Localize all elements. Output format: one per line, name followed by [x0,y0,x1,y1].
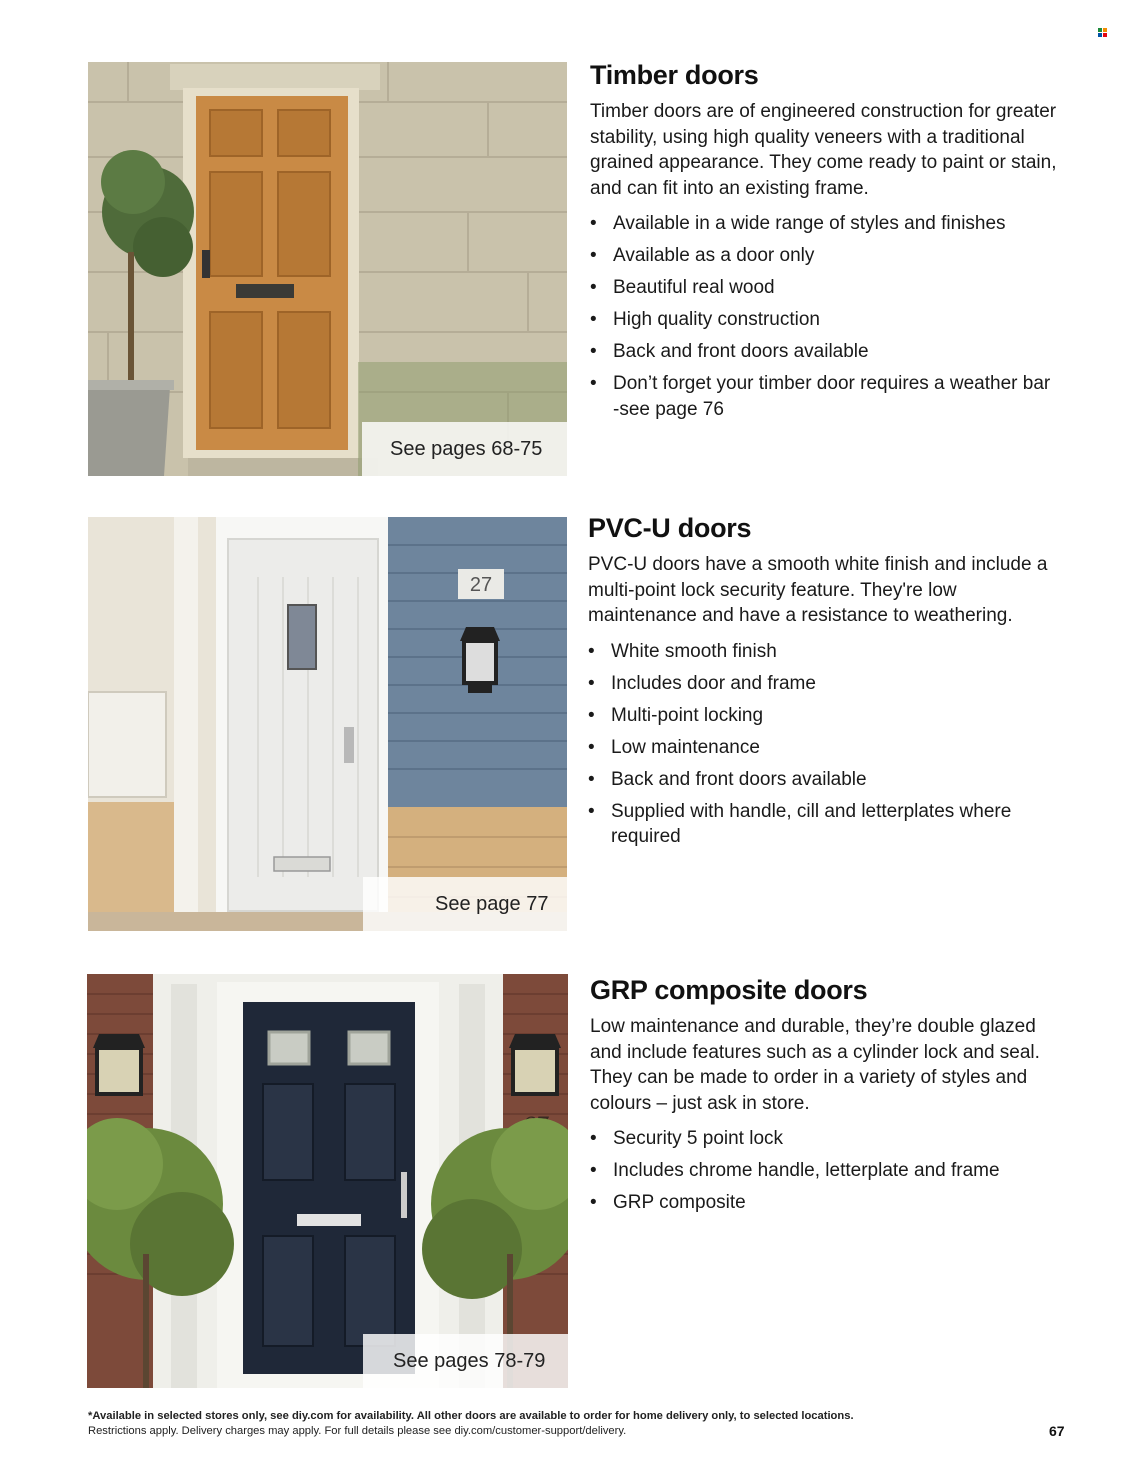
list-item: • Don’t forget your timber door requires a weather bar -see page 76 [590,371,1060,422]
list-item: • High quality construction [590,307,1060,333]
feature-list [590,211,1060,422]
feature-list [588,639,1058,850]
list-item: • Available as a door only [590,243,1060,269]
footnote [88,1409,988,1439]
list-item: • Security 5 point lock [590,1126,1060,1152]
list-item: • Includes chrome handle, letterplate and frame [590,1158,1060,1184]
grp-composite-doors-text [590,975,1060,1222]
timber-door-photo [88,62,567,476]
page-number: 67 [1049,1423,1065,1439]
page-reference-label: See pages 68-75 [362,422,567,476]
list-item: • Back and front doors available [588,767,1058,793]
brand-logo-icon [1098,28,1107,37]
pvcu-doors-text [588,513,1058,856]
list-item: • Low maintenance [588,735,1058,761]
page-reference-label: See page 77 [363,877,567,931]
list-item: • Back and front doors available [590,339,1060,365]
house-number: 27 [469,574,493,596]
section-intro: Timber doors are of engineered construction for greater stability, using high quality veneers with a traditional grained appearance. They come ready to paint or stain, and can fit into an existing frame. [590,101,1057,199]
section-heading: GRP composite doors [590,975,868,1005]
section-intro: PVC-U doors have a smooth white finish and include a multi-point lock security feature. They're low maintenance and have a resistance to weathering. [588,554,1048,626]
list-item: • Beautiful real wood [590,275,1060,301]
timber-doors-text [590,60,1060,429]
section-heading: Timber doors [590,60,759,90]
list-item: • GRP composite [590,1190,1060,1216]
feature-list [590,1126,1060,1216]
page-reference-label: See pages 78-79 [363,1334,568,1388]
footnote-availability: *Available in selected stores only, see diy.com for availability. All other doors are available to order for home delivery only, to selected locations. [88,1410,854,1422]
list-item: • White smooth finish [588,639,1058,665]
section-intro: Low maintenance and durable, they’re double glazed and include features such as a cylinder lock and seal. They can be made to order in a variety of styles and colours – just ask in store. [590,1016,1040,1114]
pvcu-door-photo [88,517,567,931]
grp-composite-door-photo [87,974,568,1388]
section-heading: PVC-U doors [588,513,752,543]
list-item: • Includes door and frame [588,671,1058,697]
list-item: • Supplied with handle, cill and letterplates where required [588,799,1058,850]
footnote-delivery: Restrictions apply. Delivery charges may apply. For full details please see diy.com/customer-support/delivery. [88,1425,627,1437]
list-item: • Available in a wide range of styles and finishes [590,211,1060,237]
list-item: • Multi-point locking [588,703,1058,729]
